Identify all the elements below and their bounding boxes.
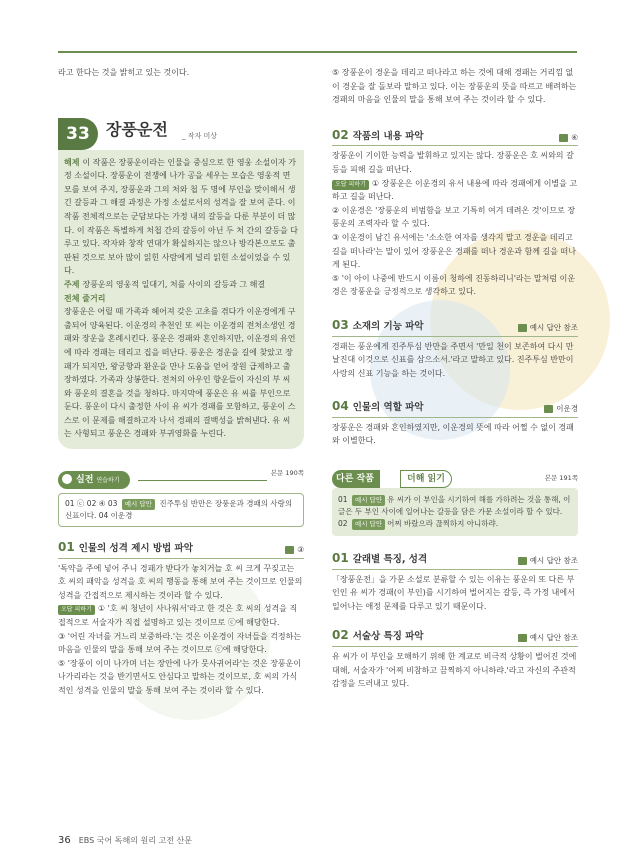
answer-badge: 예시 답안	[122, 499, 155, 510]
book-title: EBS 국어 독해의 원리 고전 산문	[78, 836, 192, 845]
section-body: 「장풍운전」을 가문 소설로 분류할 수 있는 이유는 풍운의 또 다른 부인인 유 씨가 경패(이 부인)를 시기하여 벌어지는 갈등, 즉 가정 내에서 일어나는 애정 문제를 다루고 있기 때문이다.	[332, 574, 575, 611]
section-body: 오답 피하기 ① '호 씨 청년이 사나워서'라고 한 것은 호 씨의 성격을 직접적으로 서술자가 직접 설명하고 있는 것이므로 ⓒ에 해당한다.	[58, 604, 298, 628]
section-heading: 02 작품의 내용 파악 ④	[332, 127, 578, 142]
book-icon	[518, 557, 527, 565]
divider	[332, 646, 578, 647]
work-number: 33	[58, 118, 98, 150]
panel-paragraph: 주제 장풍운의 영웅적 일대기, 처를 사이의 갈등과 그 해결	[64, 279, 266, 289]
section-body: 경패는 풍운에게 진주투심 반만을 주면서 '만일 천이 보존하여 다시 만날진대 이것으로 신표를 삼으소서.'라고 말하고 있다. 진주투심 반만이 사랑의 신표 기능을 하는 것이다.	[332, 341, 574, 378]
panel-paragraph: 해제 이 작품은 장풍운이라는 인물을 중심으로 한 영웅 소설이자 가정 소설이다. 장풍운이 전쟁에 나가 공을 세우는 모습은 영웅적 면모를 보여 주지, 장풍운과 그의 처와 첩 두 명에 부인을 맞이해서 생긴 갈등과 그 해결 과정은 가정 소설로서의 성격을 잘 보여 준다. 이 작품 전체적으로는 군담보다는 가정 내의 갈등을 다룬 부분이 더 많다. 이 작품은 특별하게 처첩 간의 갈등이 아닌 두 처 간의 갈등을 다루고 있다. 작자와 창작 연대가 확실하지는 않으나 방각본으로도 출판된 것으로 보아 많이 읽힌 사람에게 널리 읽힌 소설이었을 수 있다.	[64, 157, 298, 276]
work-title: 장풍운전	[106, 119, 168, 139]
other-work-header	[332, 470, 578, 488]
other-work-label: 다른 작품	[332, 470, 380, 488]
divider	[332, 336, 578, 337]
right-column	[332, 66, 578, 691]
section-body: ③ 이운경이 남긴 유서에는 '소소한 여자를 생각지 말고 경운을 데리고 길을 떠나라'는 말이 있어 장풍운은 경패를 떠나 경운과 함께 길을 떠나게 된다.	[332, 232, 577, 270]
work-title-box	[58, 118, 304, 150]
practice-header	[58, 471, 304, 489]
section-body: 장풍운은 경패와 혼인하였지만, 이운경의 뜻에 따라 어쩔 수 없이 경패와 이별한다.	[332, 422, 574, 446]
book-icon	[285, 546, 294, 554]
section-body: '독약을 주에 넣어 주니 경패가 받다가 놓치거늘 호 씨 크게 꾸짖고는 호 씨의 패악을 성격을 호 씨의 행동을 통해 보여 주는 것이므로 인물의 성격을 간접적으로 제시하는 것이라 할 수 있다.	[58, 563, 303, 600]
section-body: 유 씨가 이 부인을 모해하기 위해 한 계교로 비극적 상황이 벌어진 것에 대해, 서술자가 '어찌 비참하고 끔찍하지 아니하랴.'라고 자신의 주관적 감정을 드러내고 있다.	[332, 652, 577, 689]
section-heading: 02 서술상 특징 파악 예시 답안 참조	[332, 628, 578, 643]
plot-heading: 전체 줄거리	[64, 293, 106, 303]
page-ref: 본문 191쪽	[541, 472, 578, 486]
divider	[332, 417, 578, 418]
book-icon	[559, 134, 568, 142]
section-body: ⑤ '장풍이 이미 나가며 너는 장안에 나가 뭇사귀어라'는 것은 장풍운이 나가리라는 것을 반기면서도 안심다고 말하는 것이므로, 호 씨의 가식적인 성격을 인물의 말을 통해 보여 주는 것이라 할 수 있다.	[58, 658, 302, 695]
answer-box: 01 ⓒ 02 ④ 03 예시 답안 진주투심 반만은 장풍운과 경패의 사랑의 신표이다. 04 이운경	[58, 493, 304, 527]
summary-panel	[58, 150, 304, 449]
section-heading: 03 소재의 기능 파악 예시 답안 참조	[332, 317, 578, 332]
check-icon	[62, 474, 72, 484]
page-ref: 본문 190쪽	[267, 467, 304, 481]
section-heading: 01 갈래별 특징, 성격 예시 답안 참조	[332, 551, 578, 566]
read-more-label: 더해 읽기	[400, 470, 452, 488]
section-heading: 04 인물의 역할 파악 이운경	[332, 399, 578, 414]
page-footer	[58, 835, 192, 846]
left-column	[58, 66, 304, 698]
other-work-answers: 01 예시 답안 유 씨가 이 부인을 시기하여 해를 가하려는 것을 통해, 이 글은 두 부인 사이에 일어나는 갈등을 담은 가문 소설이라 할 수 있다. 02 예시 답안 어찌 바랐으라 끊찍하지 아니하랴.	[332, 488, 578, 536]
divider	[332, 569, 578, 570]
section-body: 오답 피하기 ① 장풍운은 이운경의 유서 내용에 따라 경패에게 이별을 고하고 길을 떠난다.	[332, 178, 578, 202]
book-icon	[544, 405, 553, 413]
practice-label: 실전 연습하기	[58, 471, 130, 489]
divider	[58, 558, 304, 559]
intro-text: 라고 한다는 것을 밝히고 있는 것이다.	[58, 68, 190, 77]
page-number: 36	[58, 835, 71, 846]
top-rule	[58, 51, 577, 53]
book-icon	[518, 634, 527, 642]
work-author: _ 작자 미상	[182, 131, 217, 140]
section-body: ⑤ '이 아이 나중에 반드시 이름이 청하에 진동하리니'라는 말처럼 이운경은 장풍운을 긍정적으로 생각하고 있다.	[332, 273, 576, 297]
section-body: ③ '어린 자녀를 거느리 보중하라.'는 것은 이운경이 자녀들을 걱정하는 마음을 인물의 말을 통해 보여 주는 것이므로 ⓒ에 해당한다.	[58, 631, 302, 655]
intro-text: ⑤ 장풍운이 경운을 데리고 떠나라고 하는 것에 대해 경패는 거리낌 없이 경운을 잘 돌보라 말하고 있다. 이는 장풍운의 뜻을 따르고 배려하는 경패의 마음을 인물의 말을 통해 보여 주는 것이라 할 수 있다.	[332, 68, 577, 105]
section-body: 장풍운이 기이한 능력을 발휘하고 있지는 않다. 장풍운은 호 씨와의 갈등을 피해 길을 떠난다.	[332, 151, 574, 174]
section-body: ② 이운경은 '장풍운의 비범함을 보고 기특히 여겨 데려온 것'이므로 장풍운의 조력자라 할 수 있다.	[332, 205, 576, 229]
plot-text: 장풍운은 어릴 때 가족과 헤어져 갖은 고초를 겪다가 이운경에게 구출되어 양육된다. 이운경의 추천인 또 씨는 이운경의 전처소생인 경패와 장운을 혼례시킨다. 풍운은 경패와 혼인하지만, 이운경의 유언에 따라 경패는 데리고 집을 떠난다. 풍운은 경운을 길에 찾았고 장패가 되지만, 왕궁향과 환운을 만나 도움을 얻어 장원 급제하고 출장하였다. 가족과 상봉한다. 전처의 아우인 향운들이 자신의 부 씨와 풍운의 결혼을 것을 청하다. 마지막에 풍운은 유 씨를 부인으로 둔다. 풍운이 다시 출정한 사이 유 씨가 경패를 모함하고, 풍운이 스스로 이 문제를 해결하고자 나서 경패의 결백성을 밝혀낸다. 유 씨는 사형되고 풍운은 경패와 부귀영화를 누린다.	[64, 307, 296, 439]
divider	[332, 145, 578, 146]
section-heading: 01 인물의 성격 제시 방법 파악 ③	[58, 540, 304, 555]
book-icon	[518, 324, 527, 332]
